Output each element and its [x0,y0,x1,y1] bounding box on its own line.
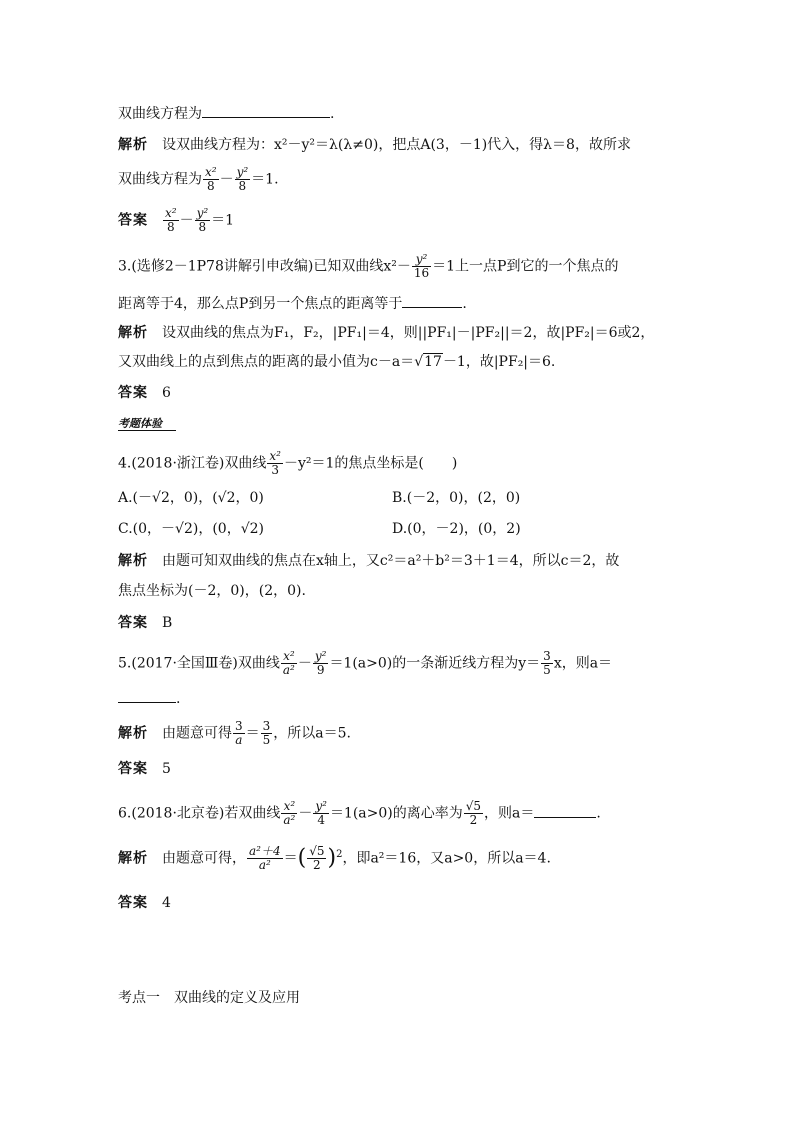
p4-option-a: A.(－√2，0)，(√2，0) [118,490,264,506]
answer-label: 答案 [118,212,148,229]
p2-analysis-line2: 双曲线方程为 $\frac{\text{x²}}{8}$ － $\frac{\text{y²}}{8}$ ＝1. [118,165,279,193]
p4-analysis-line1: 解析 由题可知双曲线的焦点在x轴上，又c²＝a²＋b²＝3＋1＝4，所以c＝2，故 [118,553,620,569]
fraction: $\frac{√5}{2}$ [309,844,325,873]
p5-line2: . [118,688,180,709]
fraction: $\frac{\text{y²}}{4}$ [315,799,327,827]
analysis-label: 解析 [118,325,148,341]
p4-line: 4.(2018·浙江卷)双曲线 $\frac{\text{x²}}{3}$ －y²＝1的焦点坐标是( ) [118,449,458,477]
fraction: $\frac{√5}{2}$ [465,799,482,827]
fraction: $\frac{\text{x²}}{3}$ [269,449,281,477]
answer-blank [402,293,462,308]
p4-analysis-line2: 焦点坐标为(－2，0)，(2，0). [118,583,306,599]
analysis-label: 解析 [118,725,148,742]
p5-line: 5.(2017·全国Ⅲ卷)双曲线 $\frac{\text{x²}}{\text{a²}}$ － $\frac{\text{y²}}{9}$ ＝1(a>0)的一条渐近线方程为y＝ $\frac{3}{5}$ x，则a＝ [118,649,613,677]
fraction: $\frac{\text{a²＋4}}{\text{a²}}$ [249,844,281,873]
p4-option-c: C.(0，－√2)，(0，√2) [118,521,264,537]
fraction: $\frac{3}{a}$ [235,719,243,747]
answer-label: 答案 [118,385,148,401]
fraction: $\frac{\text{x²}}{\text{a²}}$ [283,799,296,827]
fraction: $\frac{\text{y²}}{8}$ [236,165,249,193]
fraction: $\frac{3}{5}$ [543,649,551,677]
p2-answer: 答案 $\frac{\text{x²}}{8}$ － $\frac{\text{y²}}{8}$ ＝1 [118,206,235,234]
analysis-label: 解析 [118,137,148,153]
p3-answer: 答案 6 [118,385,171,401]
p2-text: 双曲线方程为 [118,106,202,122]
answer-label: 答案 [118,615,148,631]
fraction: $\frac{\text{y²}}{16}$ [413,252,430,280]
p3-line2: 距离等于4，那么点P到另一个焦点的距离等于 . [118,293,467,314]
fraction: $\frac{\text{y²}}{8}$ [196,206,209,234]
answer-blank [534,803,596,818]
p2-line: 双曲线方程为 . [118,103,334,124]
fraction: $\frac{\text{x²}}{8}$ [205,165,217,193]
p3-analysis-line1: 解析 设双曲线的焦点为F₁，F₂，|PF₁|＝4，则||PF₁|－|PF₂||＝2，故|PF₂|＝6或2， [118,325,655,341]
analysis-label: 解析 [118,553,148,569]
section-tag: 考题体验 [118,417,162,430]
p3-line1: 3.(选修2－1P78讲解引申改编)已知双曲线x²－ $\frac{\text{y²}}{16}$ ＝1上一点P到它的一个焦点的 [118,252,619,280]
p6-answer: 答案 4 [118,895,171,911]
analysis-label: 解析 [118,850,148,867]
p5-answer: 答案 5 [118,761,171,777]
answer-blank [118,688,176,703]
p2-analysis-line1: 解析 设双曲线方程为：x²－y²＝λ(λ≠0)，把点A(3，－1)代入，得λ＝8，故所求 [118,137,631,153]
p5-analysis: 解析 由题意可得 $\frac{3}{a}$ ＝ $\frac{3}{5}$ ，所以a＝5. [118,719,351,747]
p3-analysis-line2: 又双曲线上的点到焦点的距离的最小值为c－a＝√17－1，故|PF₂|＝6. [118,354,556,370]
p6-analysis: 解析 由题意可得， $\frac{\text{a²＋4}}{\text{a²}}$ ＝( $\frac{√5}{2}$ )$^2$，即a²＝16，又a>0，所以a＝4. [118,844,551,873]
answer-blank [202,103,330,118]
p4-answer: 答案 B [118,615,173,631]
fraction: $\frac{3}{5}$ [262,719,271,747]
p6-line: 6.(2018·北京卷)若双曲线 $\frac{\text{x²}}{\text{a²}}$ － $\frac{\text{y²}}{4}$ ＝1(a>0)的离心率为 $\frac{√5}{2}$ ，则a＝ . [118,799,601,827]
fraction: $\frac{\text{x²}}{8}$ [165,206,177,234]
section-heading: 考点一 双曲线的定义及应用 [118,990,300,1006]
fraction: $\frac{\text{x²}}{\text{a²}}$ [282,649,295,677]
tag-underline [118,430,176,431]
fraction: $\frac{\text{y²}}{9}$ [314,649,327,677]
answer-label: 答案 [118,895,148,911]
p4-option-b: B.(－2，0)，(2，0) [392,490,521,506]
p4-option-d: D.(0，－2)，(0，2) [392,521,521,537]
answer-label: 答案 [118,761,148,777]
